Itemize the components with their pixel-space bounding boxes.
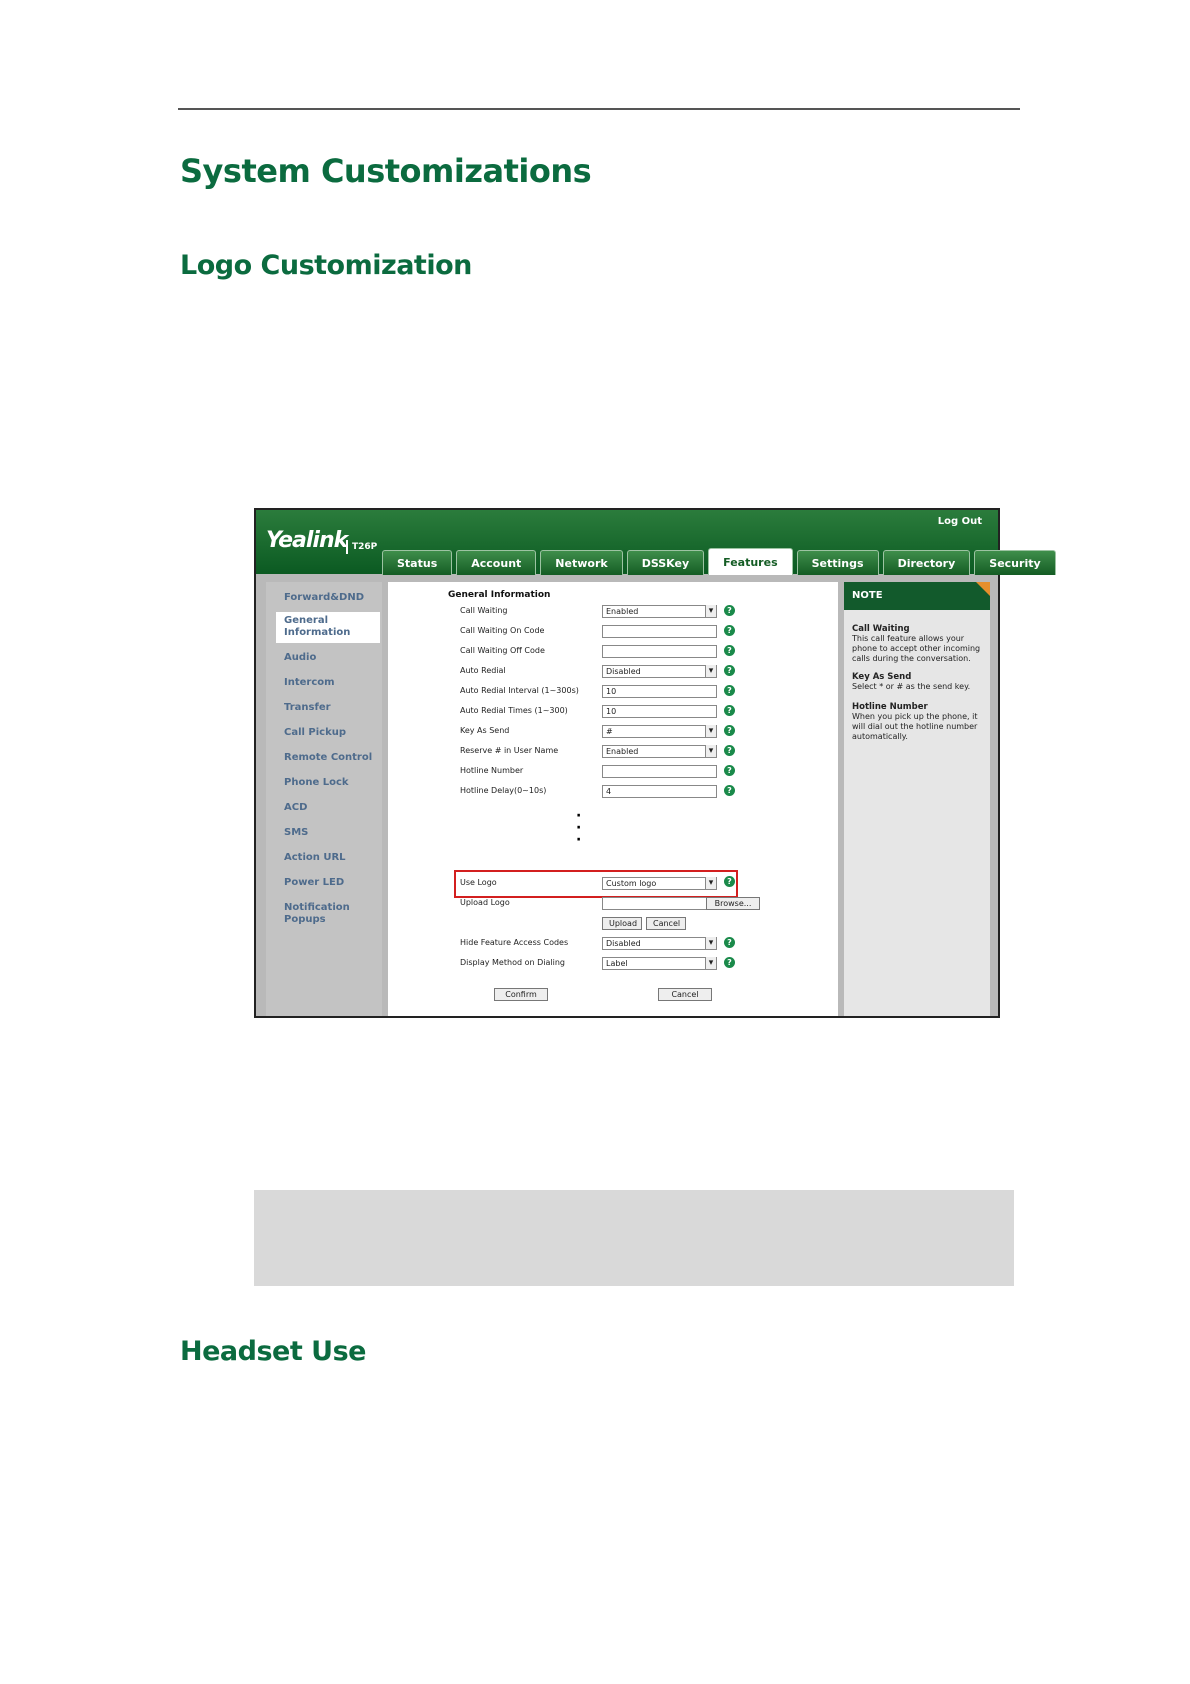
confirm-button[interactable]: Confirm [494,988,548,1001]
note-title: NOTE [852,590,883,601]
call-waiting-off-code-input[interactable] [602,645,717,658]
section-heading-logo: Logo Customization [180,250,472,281]
note-item-text: When you pick up the phone, it will dial out the hotline number automatically. [852,712,978,741]
use-logo-label: Use Logo [460,878,497,887]
auto-redial-select[interactable]: Disabled ▾ [602,665,717,678]
upload-button[interactable]: Upload [602,917,642,930]
help-icon[interactable]: ? [724,705,735,716]
row-label: Reserve # in User Name [460,746,559,755]
auto-redial-times-input[interactable]: 10 [602,705,717,718]
sidebar-item-action-url[interactable]: Action URL [284,852,346,863]
sidebar-item-call-pickup[interactable]: Call Pickup [284,727,347,738]
sidebar-item-audio[interactable]: Audio [284,652,317,663]
help-icon[interactable]: ? [724,625,735,636]
tab-network[interactable]: Network [540,550,622,575]
reserve-hash-select[interactable]: Enabled ▾ [602,745,717,758]
page-title: System Customizations [180,152,592,190]
settings-panel [388,582,838,1016]
cancel-upload-button[interactable]: Cancel [646,917,686,930]
note-corner-fold [976,582,990,596]
main-tabs [382,548,1056,574]
brand-logo: Yealink [266,528,348,553]
note-item [852,702,986,742]
section-title: General Information [448,590,551,600]
sidebar-item-phone-lock[interactable]: Phone Lock [284,777,349,788]
model-label: T26P [346,540,377,554]
tab-status[interactable]: Status [382,550,452,575]
logout-link[interactable]: Log Out [937,516,982,527]
note-item-title: Hotline Number [852,702,928,712]
help-icon[interactable]: ? [724,957,735,968]
row-label: Call Waiting On Code [460,626,545,635]
display-method-label: Display Method on Dialing [460,958,565,967]
note-box [254,1190,1014,1286]
sidebar-item-notification-popups[interactable]: Notification Popups [284,902,350,925]
row-label: Key As Send [460,726,510,735]
sidebar [266,582,382,1016]
tab-directory[interactable]: Directory [883,550,971,575]
help-icon[interactable]: ? [724,745,735,756]
help-icon[interactable]: ? [724,876,735,887]
browse-button[interactable]: Browse... [706,897,760,910]
sidebar-item-acd[interactable]: ACD [284,802,308,813]
note-item [852,624,986,664]
hide-fac-select[interactable]: Disabled ▾ [602,937,717,950]
help-icon[interactable]: ? [724,665,735,676]
note-item-title: Call Waiting [852,624,910,634]
note-header [844,582,990,610]
tab-account[interactable]: Account [456,550,536,575]
key-as-send-select[interactable]: # ▾ [602,725,717,738]
cancel-button[interactable]: Cancel [658,988,712,1001]
use-logo-select[interactable]: Custom logo ▾ [602,877,717,890]
tab-settings[interactable]: Settings [797,550,879,575]
help-icon[interactable]: ? [724,765,735,776]
section-heading-headset: Headset Use [180,1336,366,1367]
sidebar-item-sms[interactable]: SMS [284,827,309,838]
row-label: Auto Redial Interval (1~300s) [460,686,579,695]
hotline-delay-input[interactable]: 4 [602,785,717,798]
web-ui-screenshot [254,508,1041,1018]
row-label: Call Waiting [460,606,508,615]
sidebar-item-power-led[interactable]: Power LED [284,877,345,888]
help-icon[interactable]: ? [724,685,735,696]
row-label: Auto Redial [460,666,506,675]
sidebar-item-remote-control[interactable]: Remote Control [284,752,373,763]
sidebar-item-transfer[interactable]: Transfer [284,702,331,713]
tab-features[interactable]: Features [708,548,792,575]
row-label: Hotline Number [460,766,524,775]
sidebar-item-forward-dnd[interactable]: Forward&DND [284,592,364,603]
top-rule [178,108,1020,110]
auto-redial-interval-input[interactable]: 10 [602,685,717,698]
note-item-title: Key As Send [852,672,912,682]
sidebar-item-general-information[interactable]: General Information [276,612,380,643]
help-icon[interactable]: ? [724,725,735,736]
help-icon[interactable]: ? [724,645,735,656]
sidebar-item-intercom[interactable]: Intercom [284,677,335,688]
note-item-text: Select * or # as the send key. [852,682,971,691]
hotline-number-input[interactable] [602,765,717,778]
note-item [852,672,986,692]
tab-security[interactable]: Security [974,550,1055,575]
call-waiting-select[interactable]: Enabled ▾ [602,605,717,618]
row-label: Hotline Delay(0~10s) [460,786,547,795]
row-label: Auto Redial Times (1~300) [460,706,568,715]
help-icon[interactable]: ? [724,785,735,796]
display-method-select[interactable]: Label ▾ [602,957,717,970]
help-icon[interactable]: ? [724,937,735,948]
tab-dsskey[interactable]: DSSKey [627,550,704,575]
note-panel [844,582,990,1016]
call-waiting-on-code-input[interactable] [602,625,717,638]
upload-logo-label: Upload Logo [460,898,510,907]
hide-fac-label: Hide Feature Access Codes [460,938,569,947]
ellipsis-dots: · · · [576,808,582,848]
help-icon[interactable]: ? [724,605,735,616]
top-bar [256,510,1041,574]
upload-logo-file-input[interactable] [602,897,707,910]
row-label: Call Waiting Off Code [460,646,545,655]
note-item-text: This call feature allows your phone to accept other incoming calls during the conversation. [852,634,981,663]
